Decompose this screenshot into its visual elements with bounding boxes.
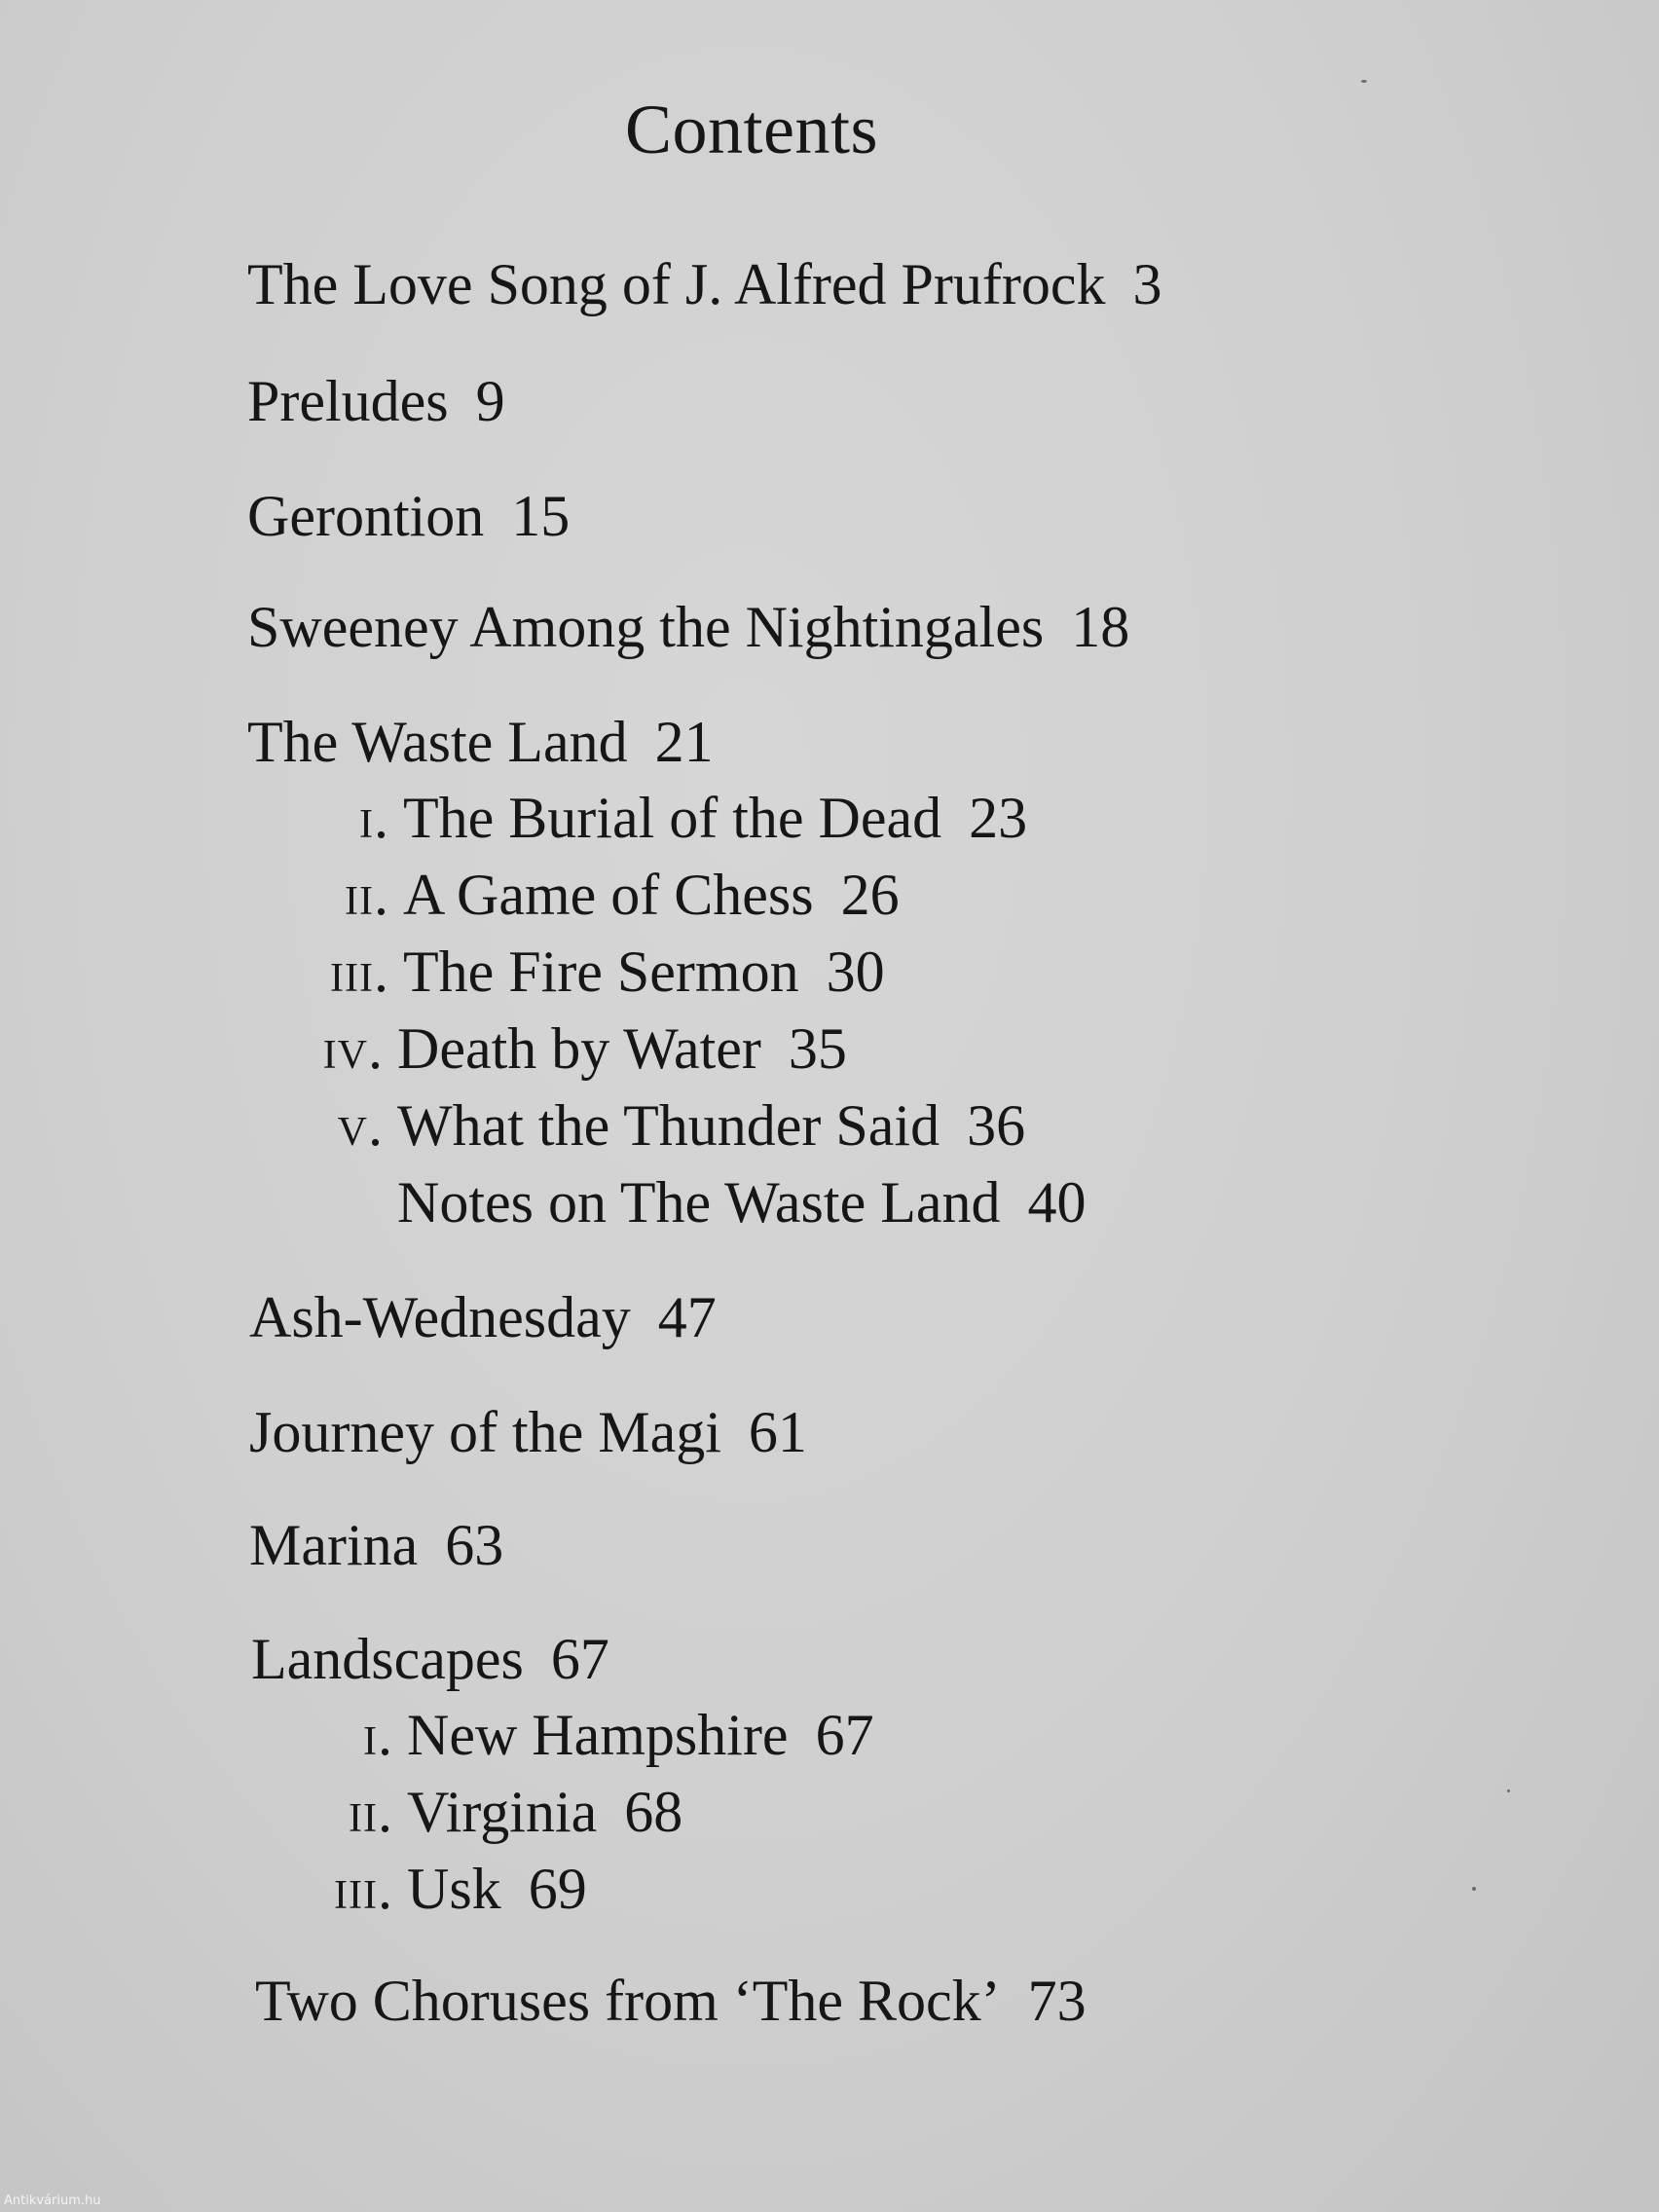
toc-subentry-title: The Burial of the Dead — [403, 786, 942, 850]
toc-subentry-page: 69 — [528, 1857, 587, 1921]
toc-entry-page: 3 — [1132, 252, 1162, 316]
toc-entry-gerontion — [247, 477, 570, 555]
toc-entry-marina — [249, 1506, 503, 1584]
toc-entry-ash-wednesday — [249, 1278, 717, 1356]
toc-subentry-new-hampshire — [363, 1696, 874, 1774]
toc-entry-preludes — [247, 362, 505, 440]
toc-subentry-chess — [345, 856, 900, 934]
paper-speck — [1507, 1789, 1510, 1792]
toc-entry-page: 21 — [654, 710, 714, 774]
paper-speck — [1361, 80, 1367, 83]
toc-subentry-numeral: ii. — [349, 1780, 393, 1844]
toc-subentry-title: What the Thunder Said — [397, 1093, 940, 1158]
toc-entry-page: 63 — [445, 1513, 504, 1577]
toc-subentry-title: Virginia — [407, 1780, 598, 1844]
toc-subentry-burial — [359, 779, 1028, 857]
toc-entry-page: 9 — [475, 369, 505, 433]
toc-entry-prufrock — [247, 245, 1161, 323]
toc-entry-page: 47 — [657, 1285, 717, 1349]
toc-entry-page: 73 — [1027, 1969, 1087, 2033]
toc-entry-page: 15 — [511, 484, 571, 548]
toc-entry-title: Gerontion — [247, 484, 485, 548]
toc-subentry-page: 67 — [815, 1703, 874, 1767]
toc-subentry-title: The Fire Sermon — [403, 940, 799, 1004]
toc-subentry-numeral: iii. — [334, 1857, 393, 1921]
toc-entry-title: Ash-Wednesday — [249, 1285, 631, 1349]
toc-subentry-death-by-water — [322, 1010, 847, 1088]
toc-subentry-numeral: iv. — [322, 1016, 384, 1081]
toc-subentry-page: 30 — [826, 940, 885, 1004]
watermark-text: Antikvárium.hu — [4, 2194, 101, 2208]
toc-entry-waste-land — [247, 703, 714, 781]
toc-entry-page: 67 — [550, 1627, 609, 1691]
toc-entry-landscapes — [251, 1620, 609, 1698]
toc-subentry-page: 36 — [967, 1093, 1026, 1158]
toc-entry-title: The Waste Land — [247, 710, 628, 774]
toc-subentry-fire-sermon — [330, 933, 885, 1011]
toc-entry-page: 18 — [1071, 595, 1130, 659]
toc-subentry-numeral: i. — [363, 1703, 393, 1767]
toc-entry-title: Two Choruses from ‘The Rock’ — [255, 1969, 1001, 2033]
toc-subentry-page: 26 — [840, 863, 900, 927]
toc-entry-title: Journey of the Magi — [249, 1400, 721, 1464]
toc-subentry-numeral: v. — [337, 1093, 384, 1158]
toc-subentry-title: Death by Water — [397, 1016, 761, 1081]
toc-entry-magi — [249, 1393, 807, 1471]
paper-speck — [1472, 1887, 1476, 1891]
toc-subentry-page: 23 — [969, 786, 1028, 850]
toc-subentry-thunder — [337, 1087, 1026, 1164]
toc-subentry-numeral: i. — [359, 786, 389, 850]
toc-subentry-title: Notes on The Waste Land — [397, 1170, 1001, 1235]
toc-entry-title: Sweeney Among the Nightingales — [247, 595, 1045, 659]
toc-subentry-page: 68 — [624, 1780, 683, 1844]
toc-entry-two-choruses — [255, 1962, 1087, 2040]
page-title: Contents — [625, 91, 879, 168]
toc-subentry-title: New Hampshire — [407, 1703, 789, 1767]
toc-subentry-title: Usk — [407, 1857, 501, 1921]
toc-subentry-notes — [397, 1163, 1086, 1241]
toc-entry-title: Marina — [249, 1513, 419, 1577]
toc-entry-title: The Love Song of J. Alfred Prufrock — [247, 252, 1106, 316]
toc-entry-title: Landscapes — [251, 1627, 524, 1691]
toc-subentry-page: 35 — [788, 1016, 847, 1081]
toc-subentry-title: A Game of Chess — [403, 863, 814, 927]
toc-subentry-numeral: iii. — [330, 940, 389, 1004]
toc-entry-page: 61 — [748, 1400, 807, 1464]
toc-subentry-numeral: ii. — [345, 863, 389, 927]
toc-entry-sweeney — [247, 588, 1129, 666]
toc-subentry-page: 40 — [1027, 1170, 1087, 1235]
toc-subentry-usk — [334, 1850, 587, 1928]
toc-subentry-virginia — [349, 1773, 683, 1851]
toc-entry-title: Preludes — [247, 369, 449, 433]
